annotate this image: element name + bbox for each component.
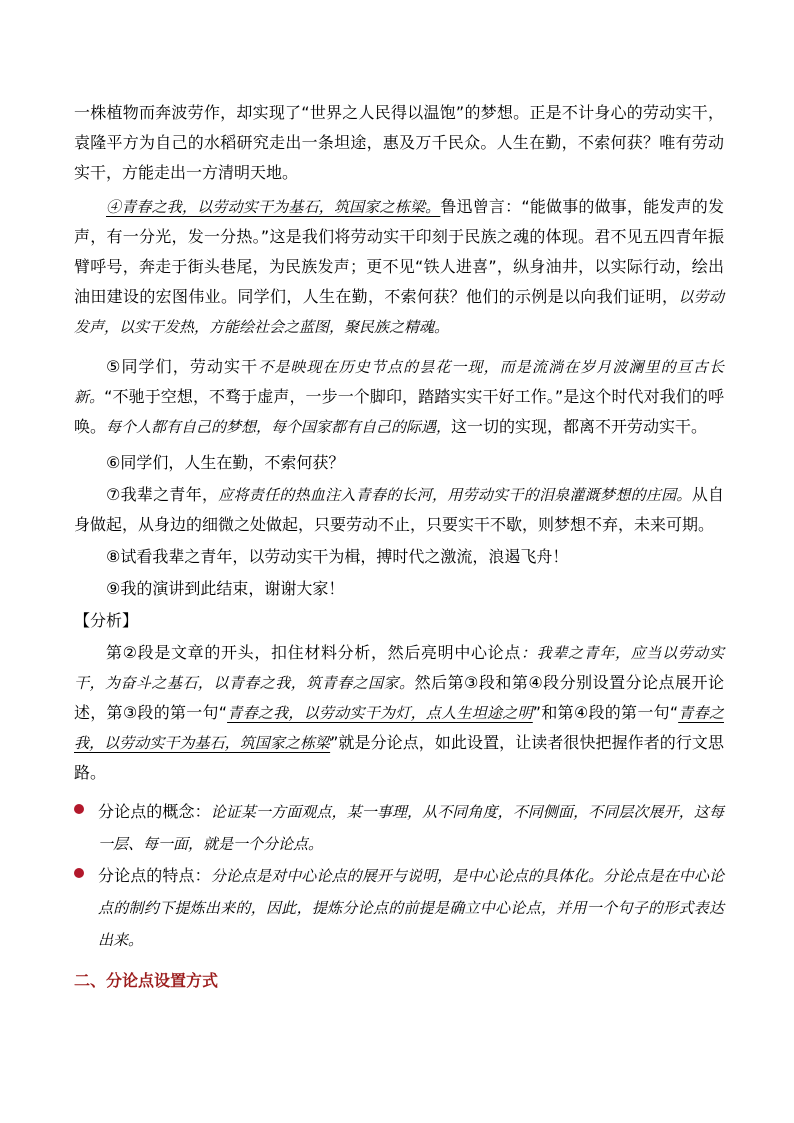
paragraph-text: ”和第④段的第一句“: [532, 703, 679, 722]
paragraph-text: ⑦我辈之青年，: [106, 485, 219, 504]
paragraph-6: [74, 448, 724, 478]
paragraph-text: ⑧试看我辈之青年，以劳动实干为楫，搏时代之激流，浪遏飞舟！: [106, 547, 569, 566]
bullet-dot-icon: [74, 804, 84, 814]
bullet-dot-icon: [74, 868, 84, 878]
bullet-text: [98, 860, 724, 956]
handwritten-note: 不是映现在历史节点的昙花一现，而是流淌在岁月波澜里的亘古长新。: [74, 358, 724, 406]
bullet-label: 分论点的概念：: [98, 802, 211, 821]
paragraph-text: 第②段是文章的开头，扣住材料分析，然后亮明中心论点: [106, 643, 521, 662]
bullet-label: 分论点的特点：: [98, 866, 211, 885]
paragraph-4: [74, 192, 724, 342]
paragraph-7: [74, 480, 724, 540]
paragraph-intro: [74, 98, 724, 188]
bullet-item-concept: [74, 796, 724, 860]
paragraph-text: 然后第③段和第④段分别设置分论点展开论述，第③段的第一句“: [74, 673, 724, 722]
paragraph-text: 这一切的实现，都离不开劳动实干。: [451, 417, 708, 436]
sub-argument-quote-3: 青春之我，以劳动实干为灯，点人生坦途之明: [227, 704, 533, 722]
bullet-body: 论证某一方面观点，某一事理，从不同角度，不同侧面，不同层次展开，这每一层、每一面，就是一个分论点。: [98, 803, 724, 853]
handwritten-note: 应将责任的热血注入青春的长河，用劳动实干的泪泉灌溉梦想的庄园。: [218, 486, 692, 504]
bullet-text: [98, 796, 724, 860]
paragraph-text: ⑨我的演讲到此结束，谢谢大家！: [106, 579, 345, 598]
sub-argument-4: ④青春之我，以劳动实干为基石，筑国家之栋梁。: [106, 198, 441, 216]
paragraph-text: “不驰于空想，不骛于虚声，一步一个脚印，踏踏实实干好工作。”是这个时代对我们的呼唤。: [74, 387, 724, 436]
bullet-body: 分论点是对中心论点的展开与说明，是中心论点的具体化。分论点是在中心论点的制约下提炼出来的，因此，提炼分论点的前提是确立中心论点，并用一个句子的形式表达出来。: [98, 867, 724, 949]
paragraph-8: [74, 542, 724, 572]
handwritten-note: 以劳动发声，以实干发热，方能绘社会之蓝图，聚民族之精魂。: [74, 288, 724, 336]
sub-argument-quote-4: 青春之我，以劳动实干为基石，筑国家之栋梁: [74, 704, 724, 752]
central-thesis: ：我辈之青年，应当以劳动实干，为奋斗之基石，以青春之我，筑青春之国家。: [74, 644, 724, 692]
paragraph-text: ⑥同学们，人生在勤，不索何获？: [106, 453, 345, 472]
paragraph-text: ⑤同学们，劳动实干: [106, 357, 259, 376]
paragraph-9: [74, 574, 724, 604]
handwritten-note: 每个人都有自己的梦想，每个国家都有自己的际遇，: [106, 418, 452, 436]
paragraph-text: 鲁迅曾言：“能做事的做事，能发声的发声，有一分光，发一分热。”这是我们将劳动实干印刻于民族之魂的体现。君不见五四青年振臂呼号，奔走于街头巷尾，为民族发声；更不见“铁人进喜”，纵身油井，以实际行动，绘出油田建设的宏图伟业。同学们，人生在勤，不索何获？他们的示例是以向我们证明，: [74, 197, 724, 306]
analysis-heading: 【分析】: [74, 611, 139, 630]
section-title: 二、分论点设置方式: [74, 971, 219, 990]
bullet-item-feature: [74, 860, 724, 956]
paragraph-text: ”就是分论点，如此设置，让读者很快把握作者的行文思路。: [74, 733, 724, 782]
paragraph-5: [74, 352, 724, 442]
paragraph-text: 从自身做起，从身边的细微之处做起，只要劳动不止，只要实干不歇，则梦想不弃，未来可期。: [74, 485, 724, 534]
paragraph-text: 一株植物而奔波劳作，却实现了“世界之人民得以温饱”的梦想。正是不计身心的劳动实干，袁隆平方为自己的水稻研究走出一条坦途，惠及万千民众。人生在勤，不索何获？唯有劳动实干，方能走出一方清明天地。: [74, 103, 724, 182]
analysis-paragraph: [74, 638, 724, 788]
